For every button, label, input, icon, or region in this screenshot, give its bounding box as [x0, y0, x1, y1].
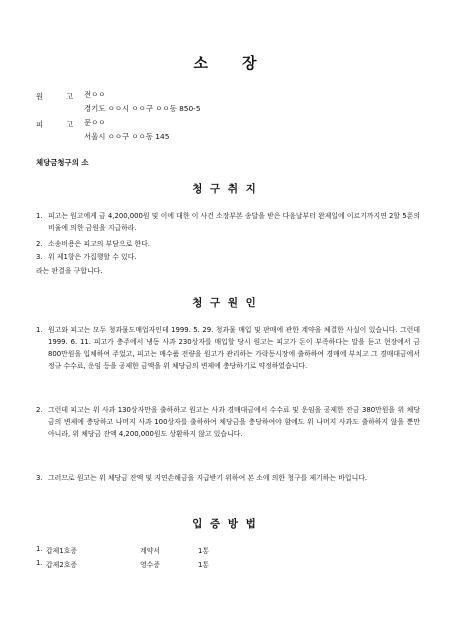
defendant-address: 서울시 ㅇㅇ구 ㅇㅇ동 145: [84, 132, 170, 141]
defendant-role-char-1: 피: [36, 120, 44, 129]
evidence-heading: 입 증 방 법: [192, 518, 258, 530]
plaintiff-role-char-2: 고: [66, 92, 74, 101]
document-title: [0, 52, 450, 73]
claim-purpose-closing: 라는 판결을 구합니다.: [36, 267, 103, 275]
evidence-item-1-count: 1통: [198, 547, 210, 555]
evidence-item-1-label: 갑제1호증: [46, 547, 78, 555]
claim-cause-item-1: 1. 원고와 피고는 모두 청과물도매업자인데 1999. 5. 29. 청과물 매입 및 판매에 관한 계약을 체결한 사실이 있습니다. 그런데 1999. 6. 11. 피고가 충주에서 냉동 사과 230상자를 매입할 당시 원고는 피고가 돈이 부족하다는 말을 듣고 현장에서 금 800만원을 입체하여 주었고, 피고는 매수품 전량을 원고가 관리하는 가락동시장에 출하하여 경매에 부치고 그 경매대금에서 정규 수수료, 운임 등을 공제한 금액을 위 체당금의 변제에 충당하기로 약정하였습니다.: [36, 326, 420, 370]
defendant-name: 문ㅇㅇ: [84, 118, 106, 127]
evidence-item-1-name: 계약서: [140, 547, 160, 555]
defendant-role-char-2: 고: [66, 120, 74, 129]
plaintiff-role-char-1: 원: [36, 92, 44, 101]
claim-cause-item-3: 3. 그러므로 원고는 위 체당금 잔액 및 지연손해금을 지급받기 위하여 본 소에 의한 청구를 제기하는 바입니다.: [36, 474, 368, 482]
evidence-item-2-label: 갑제2호증: [46, 561, 78, 569]
evidence-item-1-num: 1.: [36, 545, 43, 553]
claim-purpose-item-1: 1. 피고는 원고에게 금 4,200,000원 및 이에 대한 이 사건 소장부본 송달을 받은 다음날부터 완제일에 이르기까지연 2할 5푼의 비율에 의한 금원을 지급하라.: [36, 212, 420, 232]
claim-cause-heading: 청 구 원 인: [192, 297, 258, 309]
plaintiff-address: 경기도 ㅇㅇ시 ㅇㅇ구 ㅇㅇ동 850-5: [84, 104, 201, 113]
evidence-item-2-name: 영수증: [140, 561, 160, 569]
claim-purpose-item-3: 3. 위 제1항은 가집행할 수 있다.: [36, 253, 137, 261]
claim-purpose-item-2: 2. 소송비용은 피고의 부담으로 한다.: [36, 240, 150, 248]
title-char-1: 소: [193, 54, 208, 72]
evidence-item-2-count: 1통: [198, 561, 210, 569]
plaintiff-name: 전ㅇㅇ: [84, 90, 106, 99]
claim-cause-item-2: 2. 그런데 피고는 위 사과 130상자만을 출하하고 원고는 사과 경매대금에서 수수료 및 운임을 공제한 잔금 380만원을 위 체당금의 변제에 충당하고 나머지 사과 100상자를 출하하여 체당금을 충당하여야 함에도 위 나머지 사과도 출하하지 않을 뿐만 아니라, 위 체당금 잔액 4,200,000원도 상환하지 않고 있습니다.: [36, 406, 420, 438]
claim-purpose-heading: 청 구 취 지: [192, 183, 258, 195]
case-subject: 체당금청구의 소: [36, 158, 89, 167]
title-char-2: 장: [242, 54, 257, 72]
evidence-item-2-num: 1.: [36, 559, 43, 567]
